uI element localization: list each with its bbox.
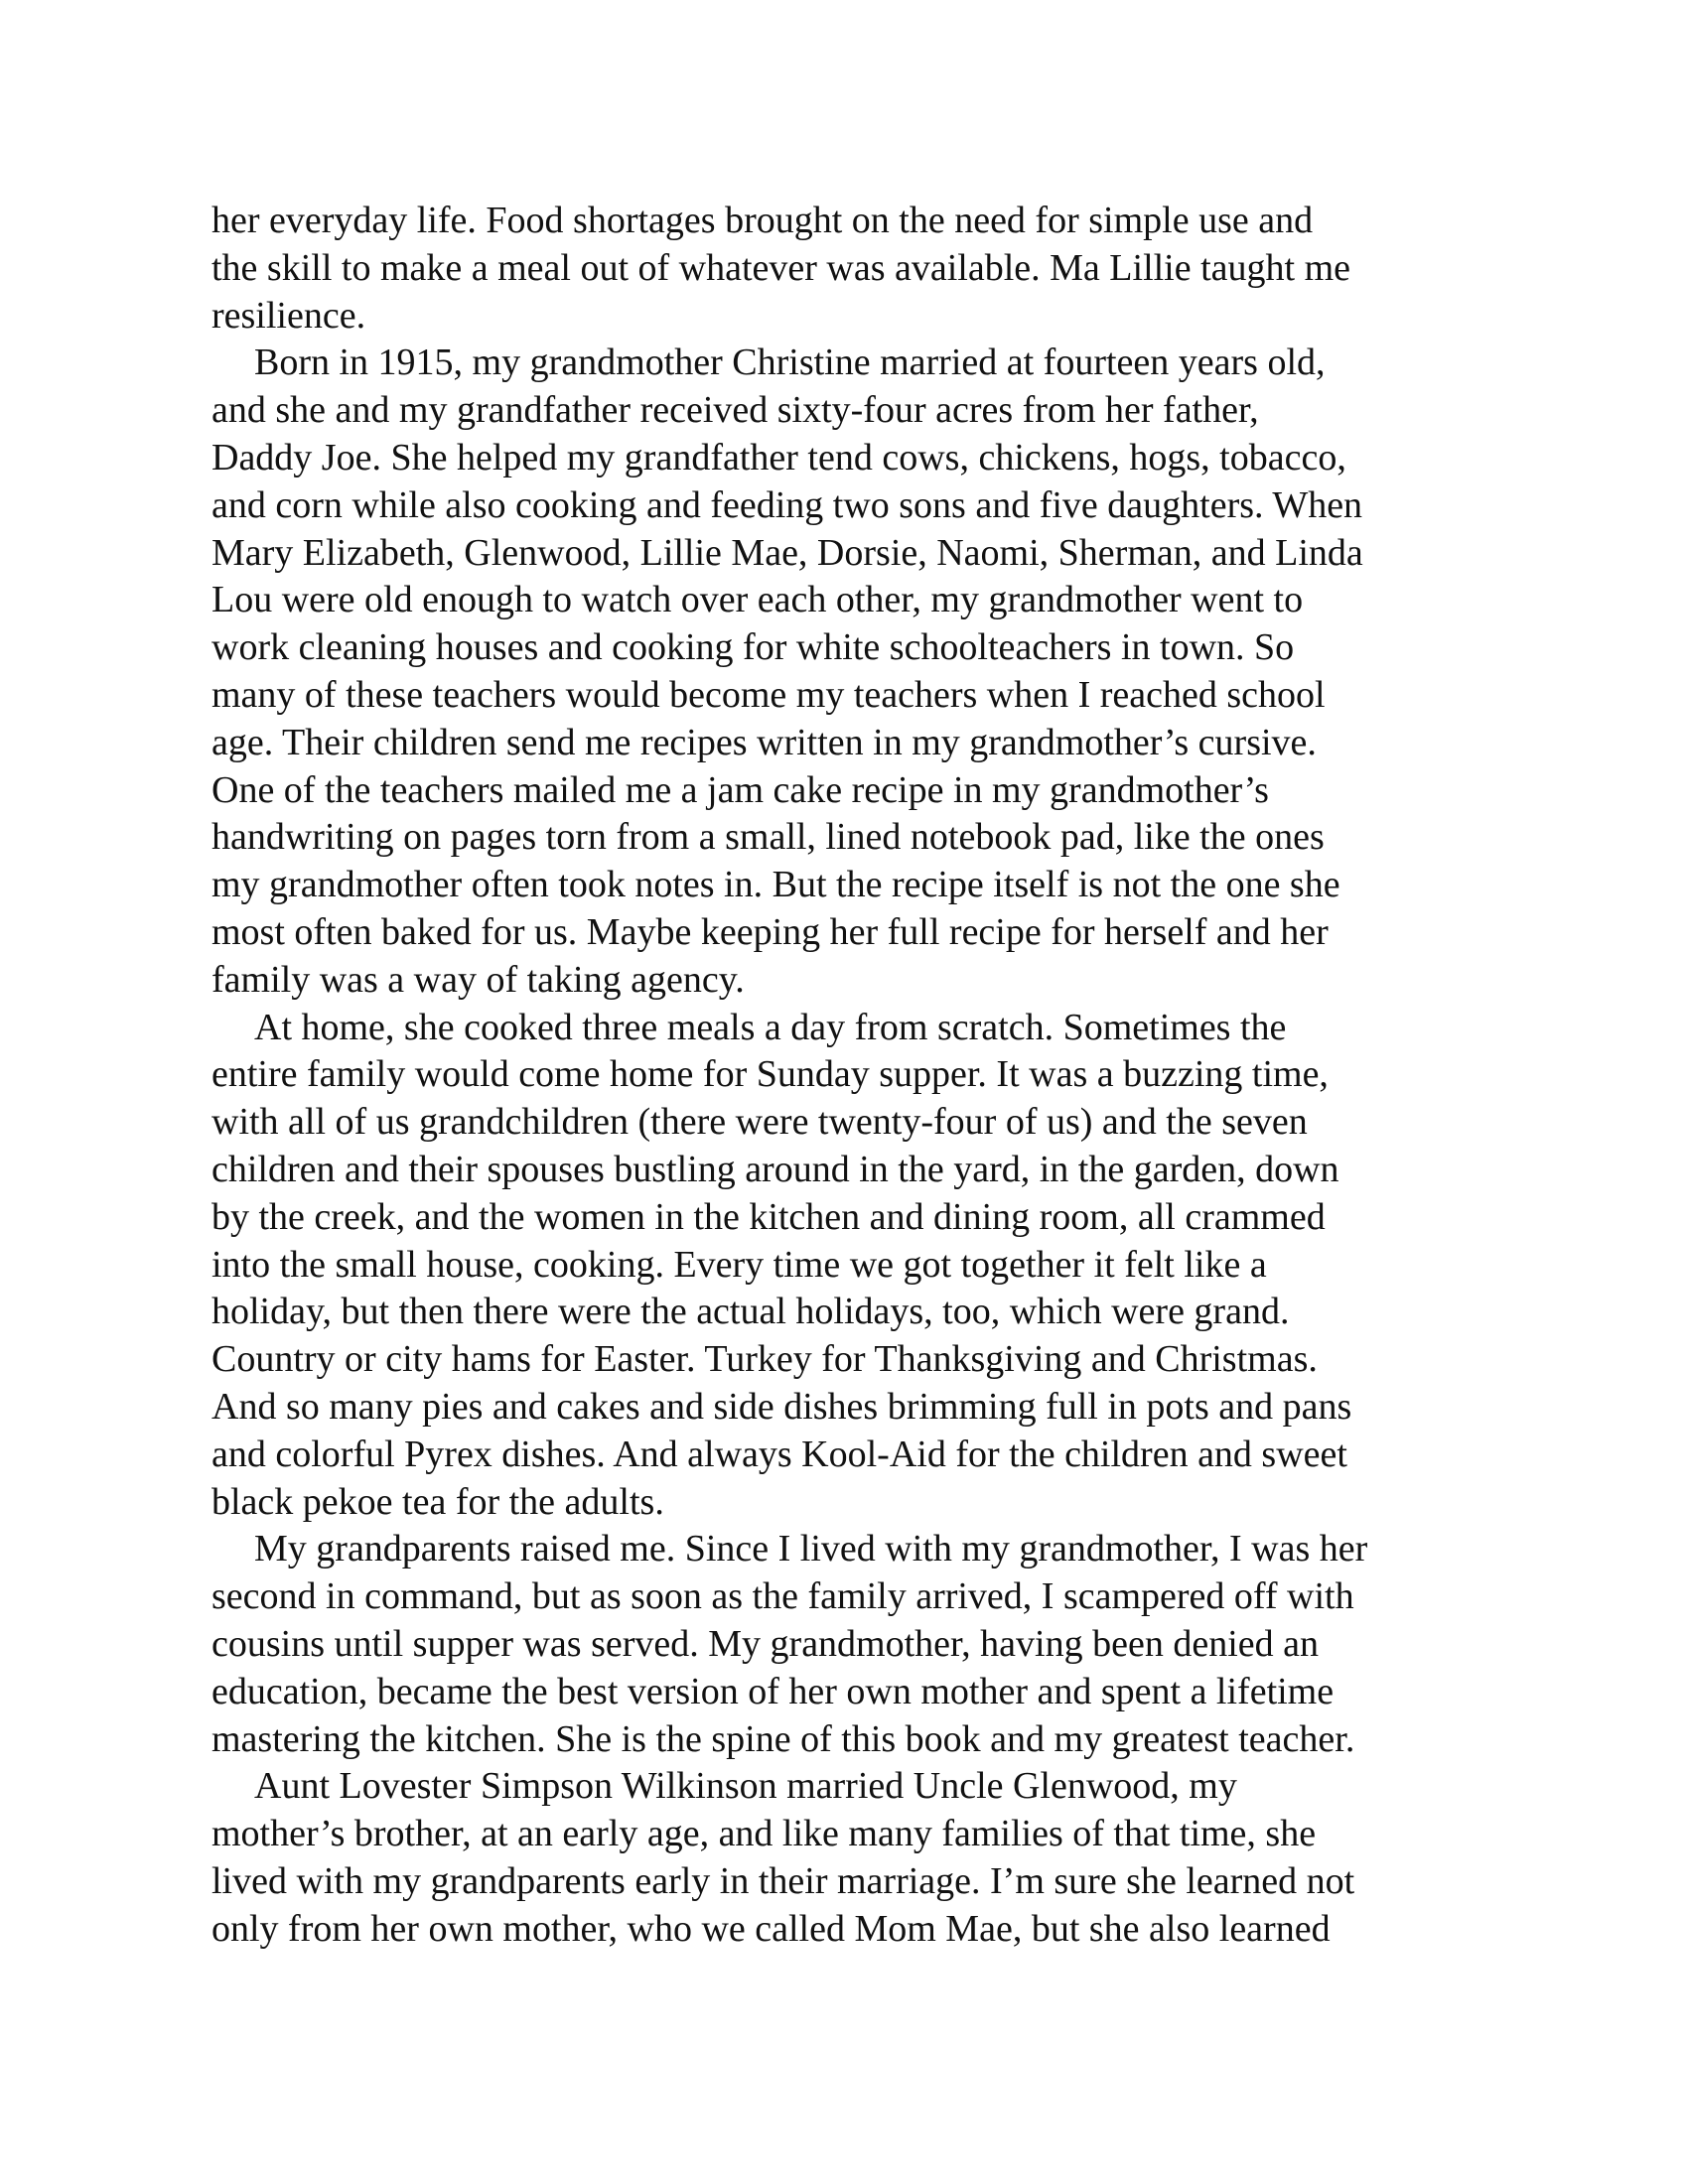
text-line: children and their spouses bustling around in the yard, in the garden, down: [211, 1148, 1339, 1190]
text-line: the skill to make a meal out of whatever was available. Ma Lillie taught me: [211, 246, 1351, 289]
text-line: And so many pies and cakes and side dishes brimming full in pots and pans: [211, 1385, 1352, 1428]
text-line: most often baked for us. Maybe keeping her full recipe for herself and her: [211, 910, 1329, 953]
text-line: my grandmother often took notes in. But the recipe itself is not the one she: [211, 864, 1340, 906]
text-line: her everyday life. Food shortages brought on the need for simple use and: [211, 200, 1314, 241]
text-line: many of these teachers would become my teachers when I reached school: [211, 673, 1326, 716]
text-line: education, became the best version of her own mother and spent a lifetime: [211, 1670, 1335, 1712]
paragraph-2: [211, 340, 1502, 1004]
text-line: into the small house, cooking. Every time we got together it felt like a: [211, 1243, 1267, 1286]
text-line: and colorful Pyrex dishes. And always Kool-Aid for the children and sweet: [211, 1433, 1347, 1475]
text-line: One of the teachers mailed me a jam cake recipe in my grandmother’s: [211, 768, 1269, 811]
text-line: resilience.: [211, 294, 366, 337]
paragraph-4: [211, 1526, 1502, 1763]
paragraph-3: [211, 1005, 1502, 1527]
text-line: second in command, but as soon as the family arrived, I scampered off with: [211, 1575, 1354, 1618]
text-line: Daddy Joe. She helped my grandfather tend cows, chickens, hogs, tobacco,: [211, 436, 1346, 478]
body-text: [211, 198, 1502, 1953]
text-line: My grandparents raised me. Since I lived with my grandmother, I was her: [254, 1528, 1368, 1570]
text-line: with all of us grandchildren (there were twenty-four of us) and the seven: [211, 1101, 1308, 1144]
text-line: At home, she cooked three meals a day from scratch. Sometimes the: [254, 1006, 1287, 1048]
paragraph-5: [211, 1763, 1502, 1953]
text-line: Mary Elizabeth, Glenwood, Lillie Mae, Dorsie, Naomi, Sherman, and Linda: [211, 531, 1363, 574]
text-line: mastering the kitchen. She is the spine of this book and my greatest teacher.: [211, 1717, 1355, 1760]
text-line: entire family would come home for Sunday supper. It was a buzzing time,: [211, 1053, 1329, 1096]
text-line: mother’s brother, at an early age, and like many families of that time, she: [211, 1813, 1317, 1855]
paragraph-1: [211, 198, 1502, 340]
text-line: by the creek, and the women in the kitchen and dining room, all crammed: [211, 1195, 1326, 1238]
text-line: family was a way of taking agency.: [211, 958, 745, 1001]
text-line: and corn while also cooking and feeding two sons and five daughters. When: [211, 483, 1363, 526]
text-line: black pekoe tea for the adults.: [211, 1480, 664, 1523]
text-line: holiday, but then there were the actual holidays, too, which were grand.: [211, 1291, 1290, 1333]
text-line: and she and my grandfather received sixty-four acres from her father,: [211, 389, 1259, 432]
text-line: lived with my grandparents early in their marriage. I’m sure she learned not: [211, 1859, 1355, 1902]
text-line: age. Their children send me recipes written in my grandmother’s cursive.: [211, 721, 1317, 763]
text-line: Aunt Lovester Simpson Wilkinson married Uncle Glenwood, my: [254, 1765, 1237, 1808]
text-line: work cleaning houses and cooking for white schoolteachers in town. So: [211, 626, 1295, 669]
text-line: cousins until supper was served. My grandmother, having been denied an: [211, 1622, 1319, 1665]
text-line: Country or city hams for Easter. Turkey for Thanksgiving and Christmas.: [211, 1338, 1318, 1381]
text-line: handwriting on pages torn from a small, lined notebook pad, like the ones: [211, 816, 1325, 859]
text-line: Lou were old enough to watch over each other, my grandmother went to: [211, 579, 1304, 621]
text-line: only from her own mother, who we called Mom Mae, but she also learned: [211, 1907, 1331, 1950]
text-line: Born in 1915, my grandmother Christine married at fourteen years old,: [254, 341, 1326, 384]
